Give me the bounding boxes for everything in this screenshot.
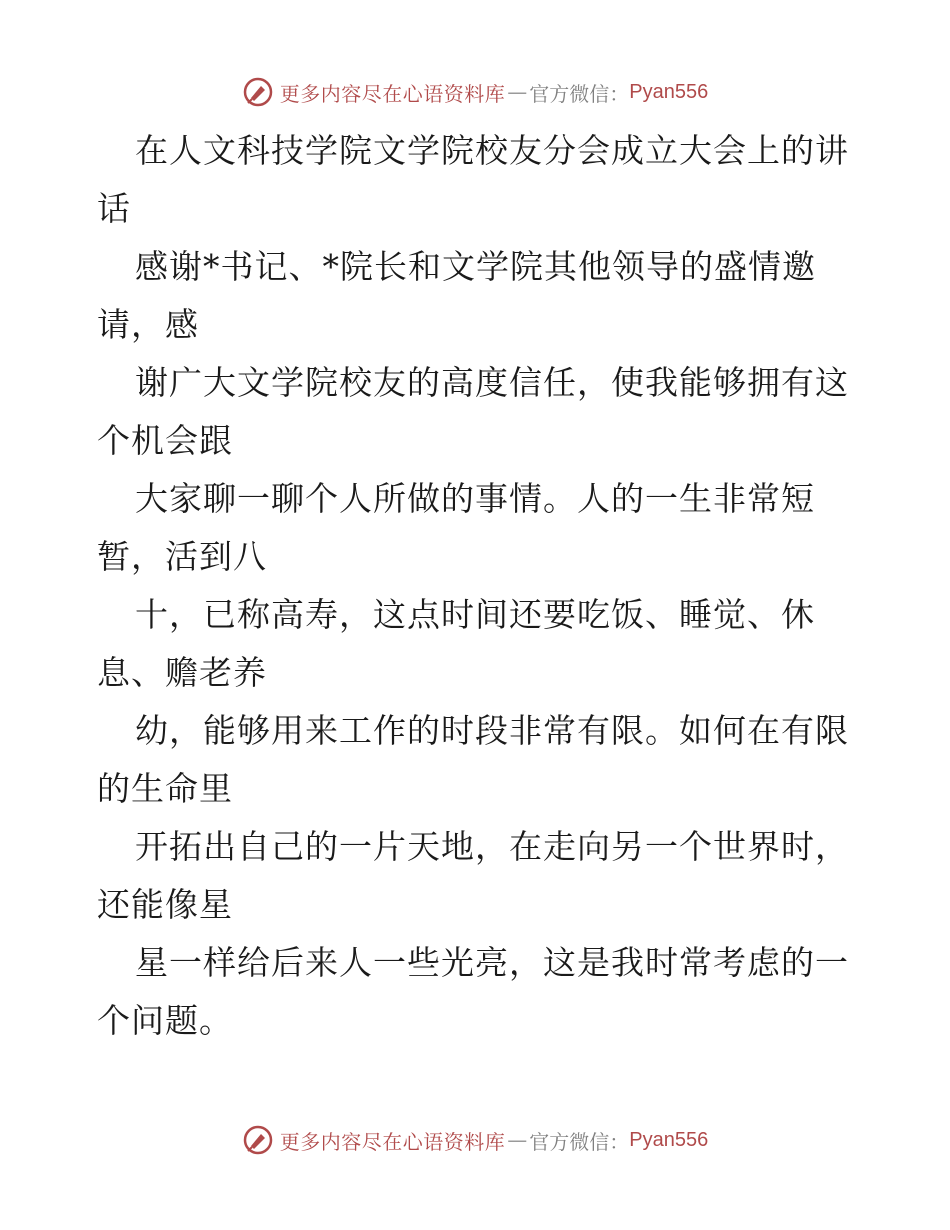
- text-line: 息、赡老养: [97, 653, 267, 692]
- text-line: 十，已称高寿，这点时间还要吃饭、睡觉、休: [135, 595, 815, 634]
- text-line: 感谢*书记、*院长和文学院其他领导的盛情邀: [135, 247, 816, 286]
- text-line: 在人文科技学院文学院校友分会成立大会上的讲: [135, 131, 849, 170]
- pen-nib-logo-icon: [242, 1124, 274, 1156]
- text-line: 个机会跟: [97, 421, 233, 460]
- banner-wechat-label: 官方微信：: [529, 1129, 630, 1154]
- text-line: 幼，能够用来工作的时段非常有限。如何在有限: [135, 711, 849, 750]
- footer-banner: [0, 1118, 950, 1162]
- text-line: 开拓出自己的一片天地，在走向另一个世界时，: [135, 827, 849, 866]
- banner-wechat-id: Pyan556: [629, 80, 709, 103]
- text-line: 请，感: [97, 305, 199, 344]
- text-line: 还能像星: [97, 885, 233, 924]
- document-body: [97, 122, 877, 1050]
- text-line: 的生命里: [97, 769, 233, 808]
- banner-separator: —: [507, 80, 528, 104]
- banner-text: 更多内容尽在心语资料库: [279, 1129, 506, 1154]
- banner-wechat-label: 官方微信：: [529, 81, 630, 106]
- header-banner: [0, 70, 950, 114]
- text-line: 暂，活到八: [97, 537, 267, 576]
- banner-separator: —: [507, 1128, 528, 1152]
- text-line: 星一样给后来人一些光亮，这是我时常考虑的一: [135, 943, 849, 982]
- text-line: 个问题。: [97, 1001, 233, 1040]
- banner-wechat-id: Pyan556: [629, 1128, 709, 1151]
- text-line: 谢广大文学院校友的高度信任，使我能够拥有这: [135, 363, 849, 402]
- text-line: 大家聊一聊个人所做的事情。人的一生非常短: [135, 479, 815, 518]
- text-line: 话: [97, 189, 131, 228]
- pen-nib-logo-icon: [242, 76, 274, 108]
- banner-text: 更多内容尽在心语资料库: [279, 81, 506, 106]
